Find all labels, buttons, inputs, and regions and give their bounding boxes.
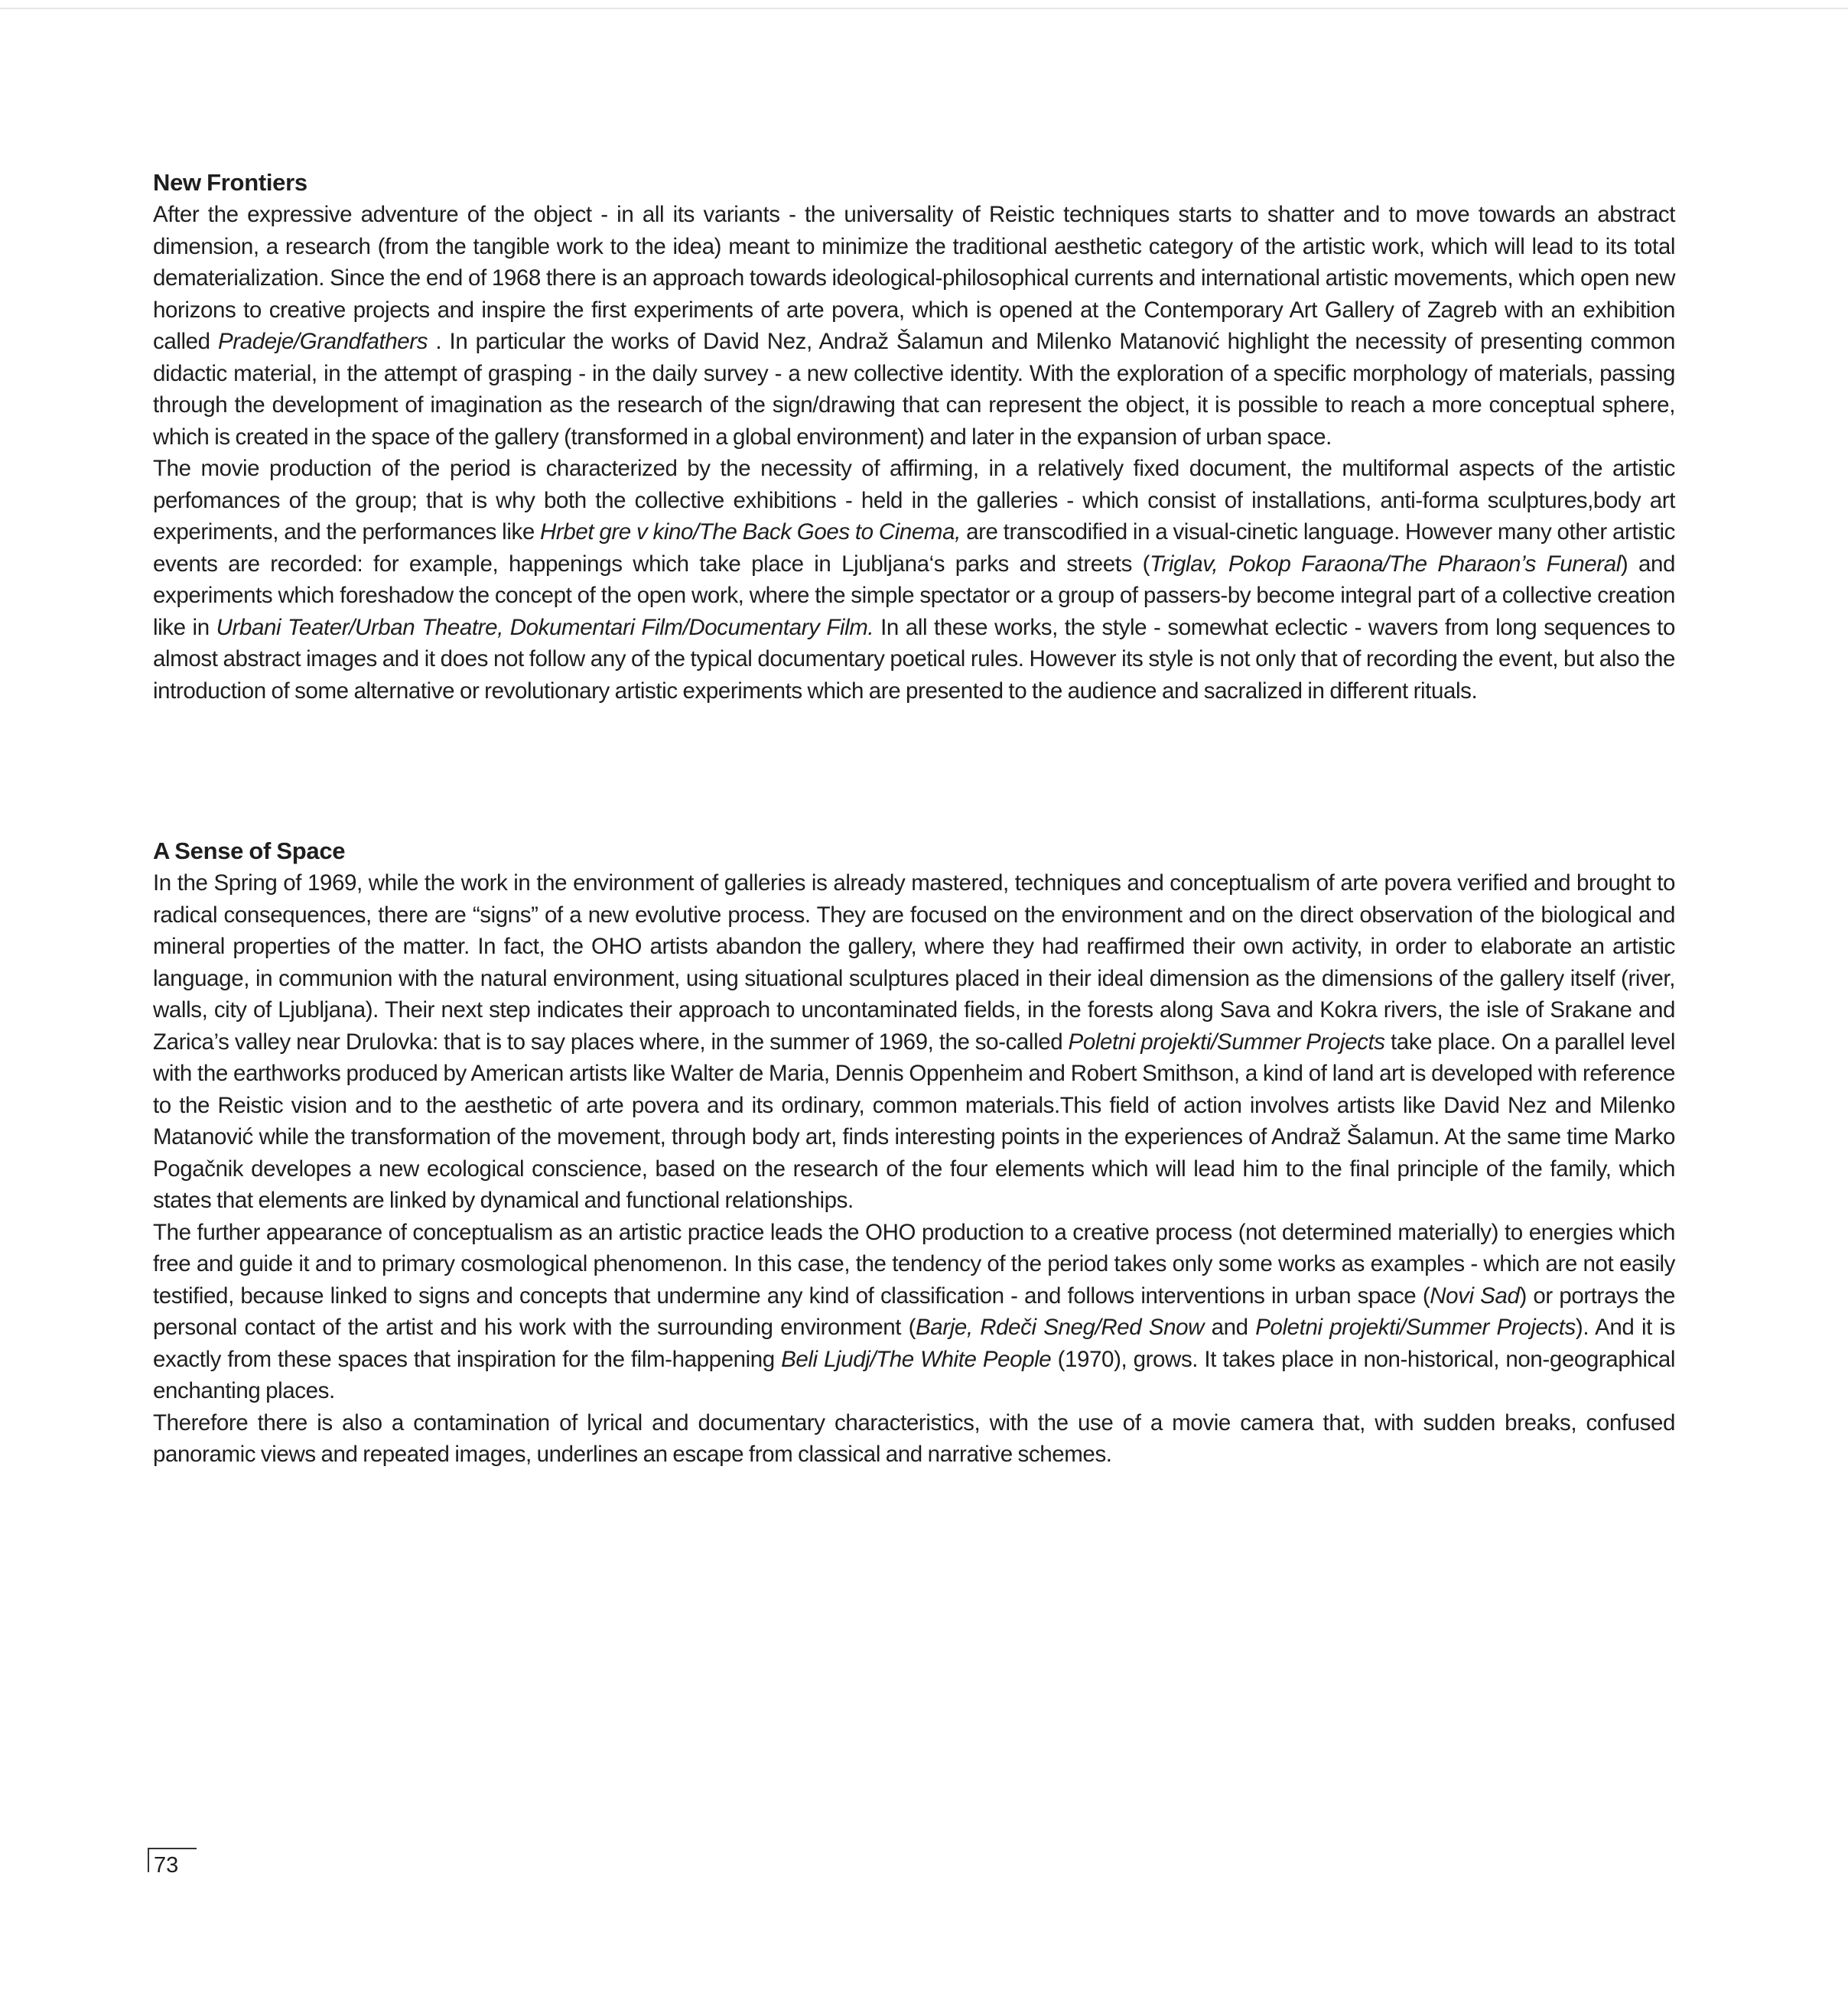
section-sense-of-space xyxy=(153,835,1675,1471)
text-run: Therefore there is also a contamination of lyrical and documentary characteristics, with the use of a movie camera that, with sudden breaks, confused panoramic views and repeated images, underlines an escape from classical and narrative schemes. xyxy=(153,1410,1675,1467)
text-run: take place. On a parallel level with the earthworks produced by American artists like Walter de Maria, Dennis Oppenheim and Robert Smithson, a kind of land art is developed with reference to the Reistic vision and to the aesthetic of arte povera and its ordinary, common materials.This field of action involves artists like David Nez and Milenko Matanović while the transformation of the movement, through body art, finds interesting points in the experiences of Andraž Šalamun. At the same time Marko Pogačnik developes a new ecological conscience, based on the research of the four elements which will lead him to the final principle of the family, which states that elements are linked by dynamical and functional relationships. xyxy=(153,1029,1676,1213)
italic-title-run: Novi Sad xyxy=(1430,1283,1520,1309)
text-run: The further appearance of conceptualism as an artistic practice leads the OHO production to a creative process (not determined materially) to energies which free and guide it and to primary cosmological phenomenon. In this case, the tendency of the period takes only some works as examples - which are not easily testified, because linked to signs and concepts that undermine any kind of classification - and follows interventions in urban space ( xyxy=(153,1219,1675,1309)
text-run: and xyxy=(1204,1315,1256,1340)
text-run: ) and experiments which foreshadow the concept of the open work, where the simple spectator or a group of passers-by become integral part of a collective creation like in xyxy=(153,551,1675,640)
section-paragraph xyxy=(153,1217,1675,1407)
text-run: ) or portrays the personal contact of the artist and his work with the surrounding environment ( xyxy=(153,1283,1676,1340)
section-new-frontiers xyxy=(153,167,1675,707)
page-number: 73 xyxy=(154,1853,179,1878)
folio-rule-horizontal xyxy=(148,1848,197,1849)
section-paragraph xyxy=(153,867,1675,1217)
text-run: In the Spring of 1969, while the work in the environment of galleries is already mastered, techniques and conceptualism of arte povera verified and brought to radical consequences, there are “signs” of a new evolutive process. They are focused on the environment and on the direct observation of the biological and mineral properties of the matter. In fact, the OHO artists abandon the gallery, where they had reaffirmed their own activity, in order to elaborate an artistic language, in communion with the natural environment, using situational sculptures placed in their ideal dimension as the dimensions of the gallery itself (river, walls, city of Ljubljana). Their next step indicates their approach to uncontaminated fields, in the forests along Sava and Kokra rivers, the isle of Srakane and Zarica’s valley near Drulovka: that is to say places where, in the summer of 1969, the so-called xyxy=(153,870,1675,1055)
folio-rule-vertical xyxy=(148,1848,149,1872)
text-run: ). And it is exactly from these spaces that inspiration for the film-happening xyxy=(153,1315,1675,1372)
italic-title-run: Hrbet gre v kino/The Back Goes to Cinema, xyxy=(540,519,961,545)
italic-title-run: Poletni projekti/Summer Projects xyxy=(1068,1029,1385,1055)
section-paragraph xyxy=(153,1407,1675,1471)
italic-title-run: Pradeje/Grandfathers xyxy=(218,329,428,354)
section-paragraph xyxy=(153,199,1675,453)
section-heading: A Sense of Space xyxy=(153,837,346,864)
italic-title-run: Poletni projekti/Summer Projects xyxy=(1255,1315,1576,1340)
text-run: In all these works, the style - somewhat eclectic - wavers from long sequences to almost abstract images and it does not follow any of the typical documentary poetical rules. However its style is not only that of recording the event, but also the introduction of some alternative or revolutionary artistic experiments which are presented to the audience and sacralized in different rituals. xyxy=(153,614,1675,704)
italic-title-run: Triglav, Pokop Faraona/The Pharaon’s Funeral xyxy=(1150,551,1621,577)
italic-title-run: Urbani Teater/Urban Theatre, Dokumentari Film/Documentary Film. xyxy=(216,614,874,640)
italic-title-run: Beli Ljudj/The White People xyxy=(781,1346,1052,1372)
text-run: (1970), grows. It takes place in non-historical, non-geographical enchanting places. xyxy=(153,1346,1675,1403)
page-top-rule xyxy=(0,8,1848,9)
section-paragraph xyxy=(153,453,1675,707)
text-run: . In particular the works of David Nez, Andraž Šalamun and Milenko Matanović highlight the necessity of presenting common didactic material, in the attempt of grasping - in the daily survey - a new collective identity. With the exploration of a specific morphology of materials, passing through the development of imagination as the research of the sign/drawing that can represent the object, it is possible to reach a more conceptual sphere, which is created in the space of the gallery (transformed in a global environment) and later in the expansion of urban space. xyxy=(153,329,1675,450)
text-run: are transcodified in a visual-cinetic language. However many other artistic events are recorded: for example, happenings which take place in Ljubljana‘s parks and streets ( xyxy=(153,519,1676,577)
section-heading: New Frontiers xyxy=(153,169,307,196)
page-number-block xyxy=(148,1848,198,1883)
text-run: After the expressive adventure of the object - in all its variants - the universality of Reistic techniques starts to shatter and to move towards an abstract dimension, a research (from the tangible work to the idea) meant to minimize the traditional aesthetic category of the artistic work, which will lead to its total dematerialization. Since the end of 1968 there is an approach towards ideological-philosophical currents and international artistic movements, which open new horizons to creative projects and inspire the first experiments of arte povera, which is opened at the Contemporary Art Gallery of Zagreb with an exhibition called xyxy=(153,202,1675,354)
text-run: The movie production of the period is characterized by the necessity of affirming, in a relatively fixed document, the multiformal aspects of the artistic perfomances of the group; that is why both the collective exhibitions - held in the galleries - which consist of installations, anti-forma sculptures,body art experiments, and the performances like xyxy=(153,456,1675,545)
italic-title-run: Barje, Rdeči Sneg/Red Snow xyxy=(916,1315,1205,1340)
